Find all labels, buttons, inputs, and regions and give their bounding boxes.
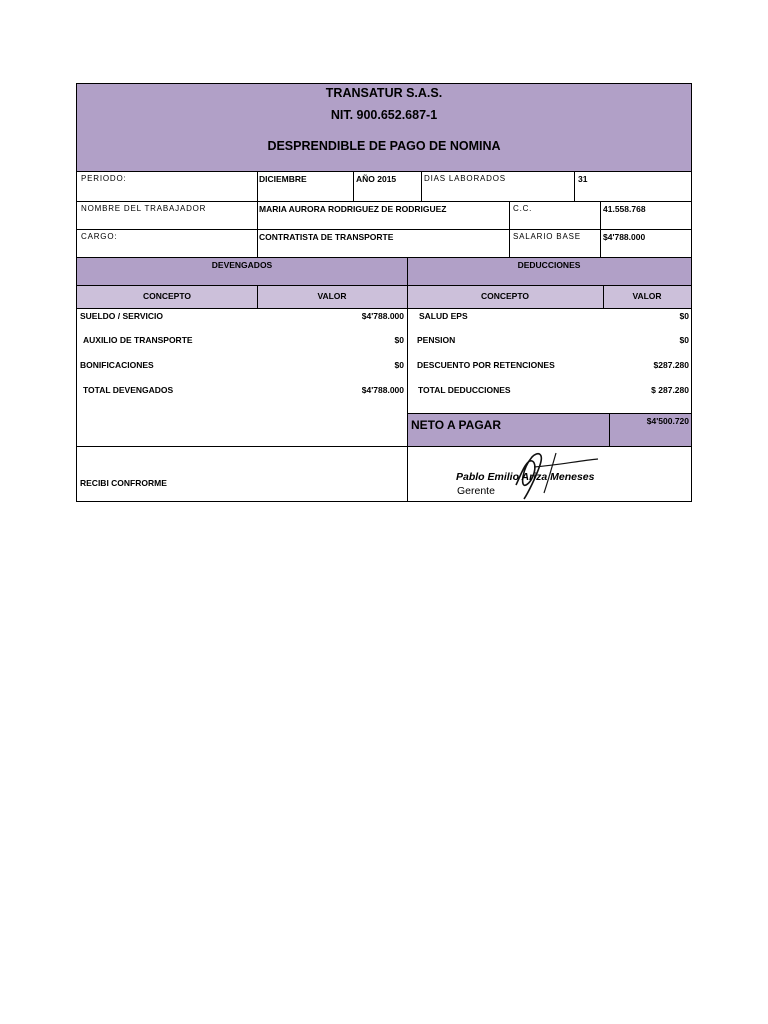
cargo-value: CONTRATISTA DE TRANSPORTE [259, 232, 394, 242]
cc-label: C.C. [513, 204, 533, 213]
neto-box [407, 413, 691, 446]
header [77, 84, 691, 172]
dias-label: DIAS LABORADOS [424, 174, 506, 183]
list-item: SUELDO / SERVICIO [80, 311, 163, 321]
nombre-value: MARIA AURORA RODRIGUEZ DE RODRIGUEZ [259, 204, 447, 214]
list-item-value: $0 [679, 335, 689, 345]
neto-value: $4'500.720 [646, 416, 689, 426]
deducciones-heading: DEDUCCIONES [517, 260, 581, 270]
company-nit: NIT. 900.652.687-1 [330, 108, 438, 122]
list-item-value: $0 [679, 311, 689, 321]
list-item-value: $287.280 [653, 360, 689, 370]
total-devengados-value: $4'788.000 [361, 385, 404, 395]
items-body [77, 309, 691, 446]
cargo-row [77, 230, 691, 258]
company-name: TRANSATUR S.A.S. [325, 86, 443, 100]
ano-value: AÑO 2015 [356, 174, 397, 184]
list-item-value: $4'788.000 [361, 311, 404, 321]
list-item: DESCUENTO POR RETENCIONES [417, 360, 555, 370]
nombre-row [77, 202, 691, 230]
salario-label: SALARIO BASE [513, 232, 581, 241]
sections-band [77, 258, 691, 286]
cargo-label: CARGO: [81, 232, 118, 241]
total-deducciones-label: TOTAL DEDUCCIONES [418, 385, 511, 395]
columns-header [77, 286, 691, 309]
total-devengados-label: TOTAL DEVENGADOS [83, 385, 174, 395]
total-deducciones-value: $ 287.280 [651, 385, 689, 395]
periodo-row [77, 172, 691, 202]
list-item-value: $0 [394, 360, 404, 370]
neto-label: NETO A PAGAR [411, 418, 502, 432]
devengados-valor-header: VALOR [317, 291, 347, 301]
deducciones-concepto-header: CONCEPTO [480, 291, 530, 301]
document-title: DESPRENDIBLE DE PAGO DE NOMINA [267, 139, 501, 153]
devengados-heading: DEVENGADOS [211, 260, 273, 270]
list-item: SALUD EPS [419, 311, 468, 321]
nombre-label: NOMBRE DEL TRABAJADOR [81, 204, 207, 213]
cc-value: 41.558.768 [603, 204, 646, 214]
salario-value: $4'788.000 [603, 232, 646, 242]
deducciones-valor-header: VALOR [632, 291, 662, 301]
list-item: PENSION [417, 335, 456, 345]
signer-role: Gerente [457, 485, 495, 497]
list-item: AUXILIO DE TRANSPORTE [83, 335, 193, 345]
list-item: BONIFICACIONES [80, 360, 154, 370]
recibi-label: RECIBI CONFRORME [80, 478, 167, 488]
dias-value: 31 [578, 174, 588, 184]
list-item-value: $0 [394, 335, 404, 345]
periodo-value: DICIEMBRE [259, 174, 307, 184]
signature-block [408, 447, 691, 502]
payslip [76, 83, 692, 502]
signer-name: Pablo Emilio Ariza Meneses [456, 471, 595, 483]
footer-row [77, 446, 691, 501]
periodo-label: PERIODO: [81, 174, 127, 183]
devengados-concepto-header: CONCEPTO [142, 291, 192, 301]
